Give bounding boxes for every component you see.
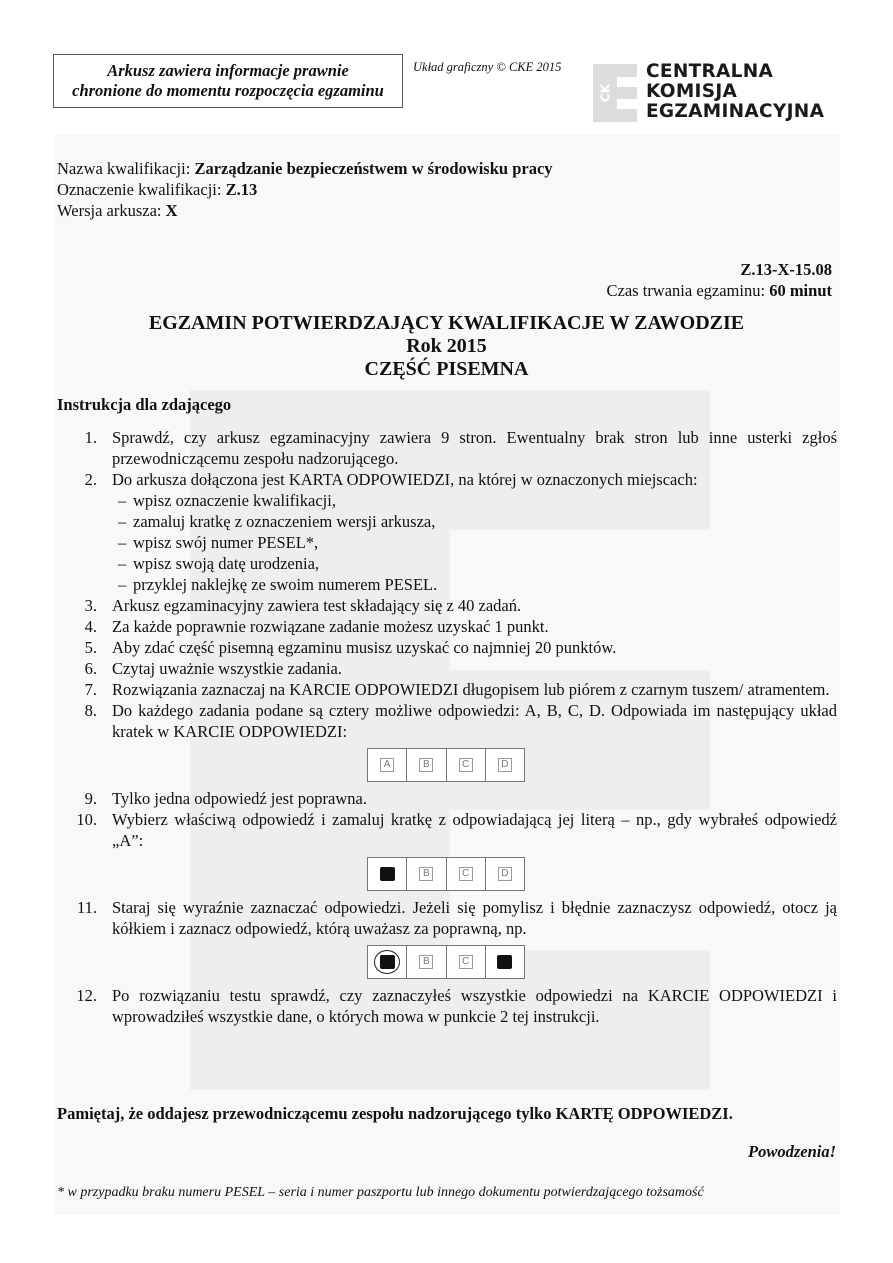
answer-cell-a xyxy=(368,749,406,781)
sub-item xyxy=(57,490,837,511)
item-number: 1. xyxy=(84,428,97,447)
title-line-3: CZĘŚĆ PISEMNA xyxy=(364,358,529,380)
dash: – xyxy=(118,533,127,552)
item-text: Sprawdź, czy arkusz egzaminacyjny zawiera 9 stron. Ewentualny brak stron lub inne usterki zgłoś przewodniczącemu zespołu nadzorującego. xyxy=(112,428,837,468)
item-number: 5. xyxy=(84,638,97,657)
item-number: 3. xyxy=(84,596,97,615)
instruction-item xyxy=(57,679,837,700)
item-text: Rozwiązania zaznaczaj na KARCIE ODPOWIEDZI długopisem lub piórem z czarnym tuszem/ atramentem. xyxy=(112,680,830,699)
answer-cell-c xyxy=(446,946,485,978)
letter-a: A xyxy=(380,758,394,772)
answer-cell-a xyxy=(368,858,406,890)
copyright-text: Układ graficzny © CKE 2015 xyxy=(413,60,562,74)
letter-b: B xyxy=(419,758,433,772)
item-text: Wybierz właściwą odpowiedź i zamaluj kratkę z odpowiadającą jej literą – np., gdy wybrałeś odpowiedź „A”: xyxy=(112,810,837,850)
instruction-item xyxy=(57,658,837,679)
sub-item-text: wpisz oznaczenie kwalifikacji, xyxy=(133,491,336,510)
cke-logo-icon xyxy=(593,64,637,122)
sub-item-text: przyklej naklejkę ze swoim numerem PESEL. xyxy=(133,575,438,594)
qualification-info xyxy=(57,158,553,221)
instruction-item xyxy=(57,809,837,851)
item-number: 7. xyxy=(84,680,97,699)
sub-item xyxy=(57,553,837,574)
answer-grid-example-empty xyxy=(367,748,525,782)
item-text: Czytaj uważnie wszystkie zadania. xyxy=(112,659,342,678)
letter-b: B xyxy=(419,867,433,881)
item-text: Aby zdać część pisemną egzaminu musisz uzyskać co najmniej 20 punktów. xyxy=(112,638,617,657)
answer-cell-c xyxy=(446,749,485,781)
exam-code: Z.13-X-15.08 xyxy=(740,260,832,279)
sub-item xyxy=(57,532,837,553)
sub-item-text: wpisz swoją datę urodzenia, xyxy=(133,554,320,573)
cke-logo-text xyxy=(646,62,824,122)
dash: – xyxy=(118,554,127,573)
notice-line-2: chronione do momentu rozpoczęcia egzaminu xyxy=(72,81,384,100)
logo-line-1: CENTRALNA xyxy=(646,61,774,82)
instruction-item xyxy=(57,700,837,742)
version-label: Wersja arkusza: xyxy=(57,201,166,220)
filled-mark-icon xyxy=(380,955,395,969)
qualification-code-row xyxy=(57,179,553,200)
good-luck-text: Powodzenia! xyxy=(747,1142,836,1161)
item-text: Tylko jedna odpowiedź jest poprawna. xyxy=(112,789,367,808)
sub-item xyxy=(57,574,837,595)
item-text: Staraj się wyraźnie zaznaczać odpowiedzi. Jeżeli się pomylisz i błędnie zaznaczysz odpowiedź, otocz ją kółkiem i zaznacz odpowiedź, którą uważasz za poprawną, np. xyxy=(112,898,837,938)
duration-row xyxy=(607,280,832,301)
sub-item xyxy=(57,511,837,532)
answer-cell-d xyxy=(485,858,524,890)
duration-value: 60 minut xyxy=(769,281,832,300)
dash: – xyxy=(118,512,127,531)
answer-cell-b xyxy=(406,946,445,978)
answer-grid-example-filled-a xyxy=(367,857,525,891)
qualification-code-label: Oznaczenie kwalifikacji: xyxy=(57,180,226,199)
instructions-list xyxy=(57,427,837,1027)
instruction-item xyxy=(57,616,837,637)
instructions-heading: Instrukcja dla zdającego xyxy=(57,395,232,414)
filled-mark-icon xyxy=(497,955,512,969)
item-text: Do każdego zadania podane są cztery możliwe odpowiedzi: A, B, C, D. Odpowiada im następujący układ kratek w KARCIE ODPOWIEDZI: xyxy=(112,701,837,741)
letter-c: C xyxy=(459,758,473,772)
qualification-name-row xyxy=(57,158,553,179)
letter-c: C xyxy=(459,867,473,881)
letter-c: C xyxy=(459,955,473,969)
answer-cell-d xyxy=(485,749,524,781)
answer-grid-example-corrected xyxy=(367,945,525,979)
letter-d: D xyxy=(498,758,512,772)
reminder-text: Pamiętaj, że oddajesz przewodniczącemu zespołu nadzorującego tylko KARTĘ ODPOWIEDZI. xyxy=(57,1104,733,1123)
svg-text:CK: CK xyxy=(598,83,613,103)
answer-cell-b xyxy=(406,749,445,781)
item-text: Arkusz egzaminacyjny zawiera test składający się z 40 zadań. xyxy=(112,596,522,615)
title-line-1: EGZAMIN POTWIERDZAJĄCY KWALIFIKACJE W ZAWODZIE xyxy=(148,312,745,334)
letter-d: D xyxy=(498,867,512,881)
instruction-item xyxy=(57,637,837,658)
logo-line-2: KOMISJA xyxy=(646,81,738,102)
item-number: 9. xyxy=(84,789,97,808)
item-number: 2. xyxy=(84,470,97,489)
instruction-item xyxy=(57,469,837,490)
confidentiality-notice xyxy=(53,54,403,108)
footnote: * w przypadku braku numeru PESEL – seria i numer paszportu lub innego dokumentu potwierdzającego tożsamość xyxy=(57,1185,704,1200)
filled-mark-icon xyxy=(380,867,395,881)
item-text: Do arkusza dołączona jest KARTA ODPOWIEDZI, na której w oznaczonych miejscach: xyxy=(112,470,698,489)
instruction-item xyxy=(57,427,837,469)
letter-b: B xyxy=(419,955,433,969)
item-number: 6. xyxy=(84,659,97,678)
title-line-2: Rok 2015 xyxy=(406,335,487,357)
instruction-item xyxy=(57,985,837,1027)
notice-line-1: Arkusz zawiera informacje prawnie xyxy=(107,61,349,80)
version-value: X xyxy=(165,201,178,220)
answer-cell-a xyxy=(368,946,406,978)
item-number: 10. xyxy=(76,810,97,829)
circled-mark-icon xyxy=(374,950,400,974)
dash: – xyxy=(118,491,127,510)
qualification-name-label: Nazwa kwalifikacji: xyxy=(57,159,195,178)
dash: – xyxy=(118,575,127,594)
item-number: 4. xyxy=(84,617,97,636)
item-text: Po rozwiązaniu testu sprawdź, czy zaznaczyłeś wszystkie odpowiedzi na KARCIE ODPOWIEDZI i wprowadziłeś wszystkie dane, o których mowa w punkcie 2 tej instrukcji. xyxy=(112,986,837,1026)
qualification-code-value: Z.13 xyxy=(225,180,258,199)
item-number: 11. xyxy=(76,898,97,917)
item-number: 12. xyxy=(76,986,97,1005)
sub-item-text: wpisz swój numer PESEL*, xyxy=(133,533,319,552)
logo-line-3: EGZAMINACYJNA xyxy=(646,101,825,122)
answer-cell-c xyxy=(446,858,485,890)
item-text: Za każde poprawnie rozwiązane zadanie możesz uzyskać 1 punkt. xyxy=(112,617,549,636)
item-number: 8. xyxy=(84,701,97,720)
instruction-item xyxy=(57,595,837,616)
qualification-name-value: Zarządzanie bezpieczeństwem w środowisku pracy xyxy=(194,159,553,178)
duration-label: Czas trwania egzaminu: xyxy=(606,281,770,300)
sub-item-text: zamaluj kratkę z oznaczeniem wersji arkusza, xyxy=(133,512,436,531)
instruction-item xyxy=(57,897,837,939)
exam-title xyxy=(0,312,893,381)
exam-code-block xyxy=(607,259,832,301)
instruction-item xyxy=(57,788,837,809)
version-row xyxy=(57,200,553,221)
answer-cell-b xyxy=(406,858,445,890)
answer-cell-d xyxy=(485,946,524,978)
